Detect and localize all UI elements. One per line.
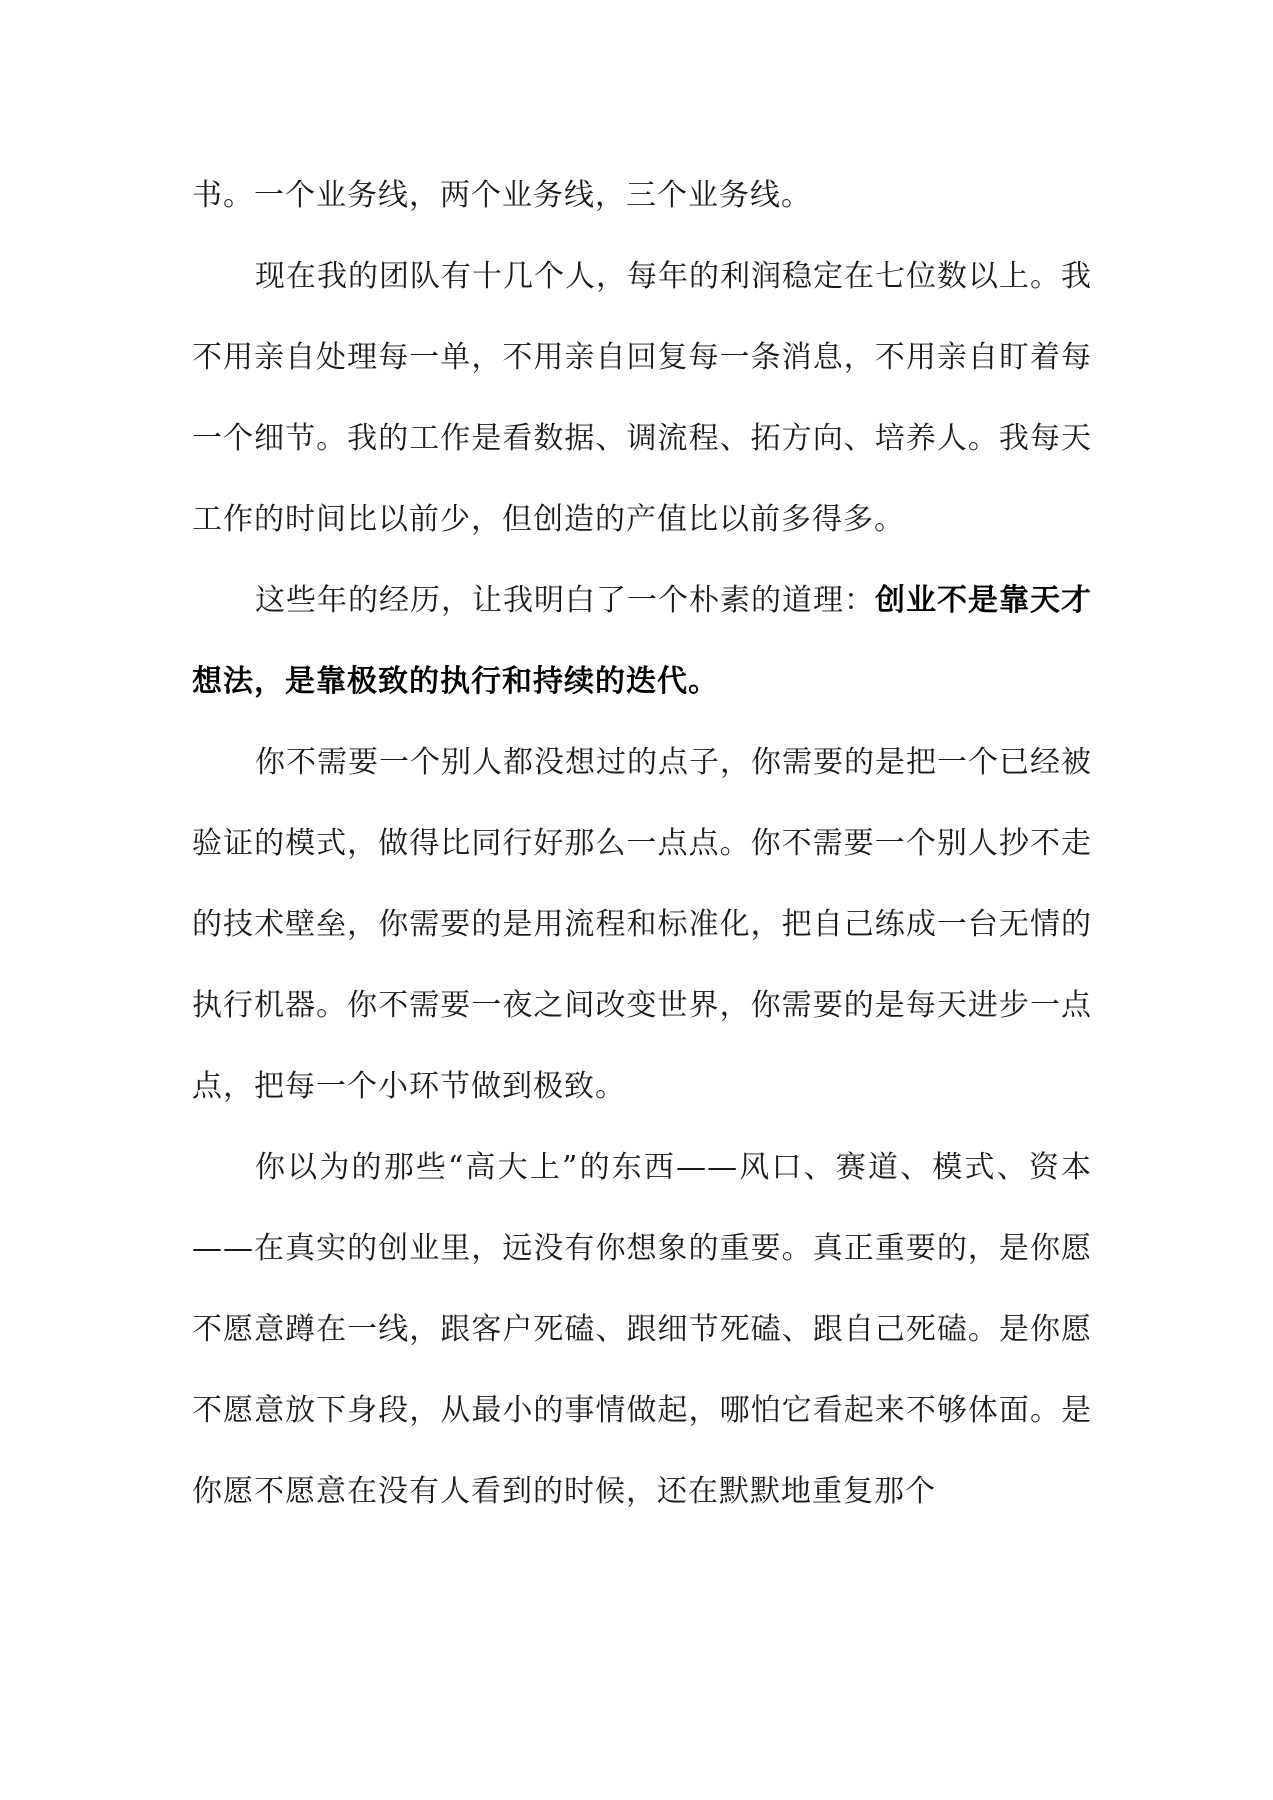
paragraph-4 (192, 722, 1092, 1127)
body-text (192, 155, 1092, 1532)
paragraph-4-text: 你不需要一个别人都没想过的点子，你需要的是把一个已经被验证的模式，做得比同行好那么一点点。你不需要一个别人抄不走的技术壁垒，你需要的是用流程和标准化，把自己练成一台无情的执行机器。你不需要一夜之间改变世界，你需要的是每天进步一点点，把每一个小环节做到极致。 (192, 745, 1092, 1104)
paragraph-2 (192, 236, 1092, 560)
paragraph-1 (192, 155, 1092, 236)
paragraph-3 (192, 560, 1092, 722)
paragraph-5 (192, 1127, 1092, 1532)
paragraph-5-text: 你以为的那些“高大上”的东西——风口、赛道、模式、资本——在真实的创业里，远没有你想象的重要。真正重要的，是你愿不愿意蹲在一线，跟客户死磕、跟细节死磕、跟自己死磕。是你愿不愿意放下身段，从最小的事情做起，哪怕它看起来不够体面。是你愿不愿意在没有人看到的时候，还在默默地重复那个 (192, 1150, 1092, 1509)
paragraph-3-text: 这些年的经历，让我明白了一个朴素的道理： (255, 583, 875, 618)
paragraph-2-text: 现在我的团队有十几个人，每年的利润稳定在七位数以上。我不用亲自处理每一单，不用亲自回复每一条消息，不用亲自盯着每一个细节。我的工作是看数据、调流程、拓方向、培养人。我每天工作的时间比以前少，但创造的产值比以前多得多。 (192, 259, 1092, 537)
paragraph-3-bold-text: 创业不是靠天才想法，是靠极致的执行和持续的迭代。 (192, 583, 1092, 699)
paragraph-1-text: 书。一个业务线，两个业务线，三个业务线。 (192, 178, 812, 213)
